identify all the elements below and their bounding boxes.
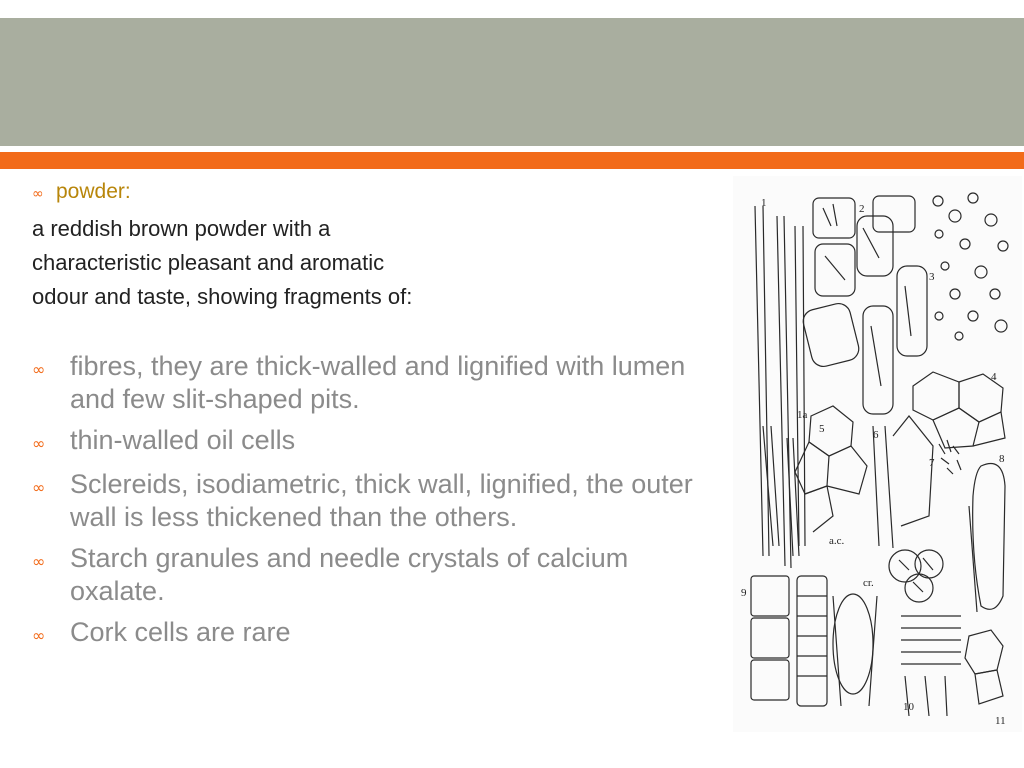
infinity-bullet-icon: ∞ — [32, 434, 46, 453]
figure-label: 7 — [929, 457, 935, 469]
figure-label: 10 — [903, 701, 914, 713]
figure-label: 1a — [797, 409, 808, 421]
figure-label: a.c. — [829, 535, 845, 547]
intro-line: odour and taste, showing fragments of: — [32, 284, 413, 309]
infinity-bullet-icon: ∞ — [32, 360, 46, 379]
micrograph-illustration — [733, 176, 1022, 732]
list-item — [32, 468, 702, 534]
figure-label: 6 — [873, 429, 879, 441]
list-item — [32, 616, 702, 652]
list-item-text: Cork cells are rare — [70, 617, 291, 647]
list-item-text: Starch granules and needle crystals of calcium oxalate. — [70, 543, 629, 606]
intro-line: a reddish brown powder with a — [32, 216, 331, 241]
figure-label: 5 — [819, 423, 825, 435]
powder-label: powder: — [56, 180, 131, 203]
intro-line: characteristic pleasant and aromatic — [32, 250, 385, 275]
infinity-bullet-icon: ∞ — [32, 552, 46, 571]
powder-heading — [32, 180, 512, 204]
figure-label: 4 — [991, 371, 997, 383]
title-band — [0, 18, 1024, 146]
figure-label: cr. — [863, 577, 874, 589]
list-item — [32, 424, 702, 460]
infinity-bullet-icon: ∞ — [32, 478, 46, 497]
infinity-bullet-icon: ∞ — [32, 626, 46, 645]
figure-label: 2 — [859, 203, 865, 215]
fragment-list — [32, 350, 702, 660]
figure-label: 1 — [761, 197, 767, 209]
list-item-text: fibres, they are thick-walled and lignified with lumen and few slit-shaped pits. — [70, 351, 686, 414]
powder-micrograph-figure — [733, 176, 1022, 732]
list-item — [32, 350, 702, 416]
figure-label: 11 — [995, 715, 1006, 727]
figure-label: 3 — [929, 271, 935, 283]
powder-intro — [32, 180, 512, 314]
accent-band — [0, 152, 1024, 169]
list-item-text: Sclereids, isodiametric, thick wall, lignified, the outer wall is less thickened than the others. — [70, 469, 693, 532]
figure-label: 8 — [999, 453, 1005, 465]
infinity-bullet-icon: ∞ — [32, 186, 44, 202]
list-item — [32, 542, 702, 608]
list-item-text: thin-walled oil cells — [70, 425, 296, 455]
figure-label: 9 — [741, 587, 747, 599]
